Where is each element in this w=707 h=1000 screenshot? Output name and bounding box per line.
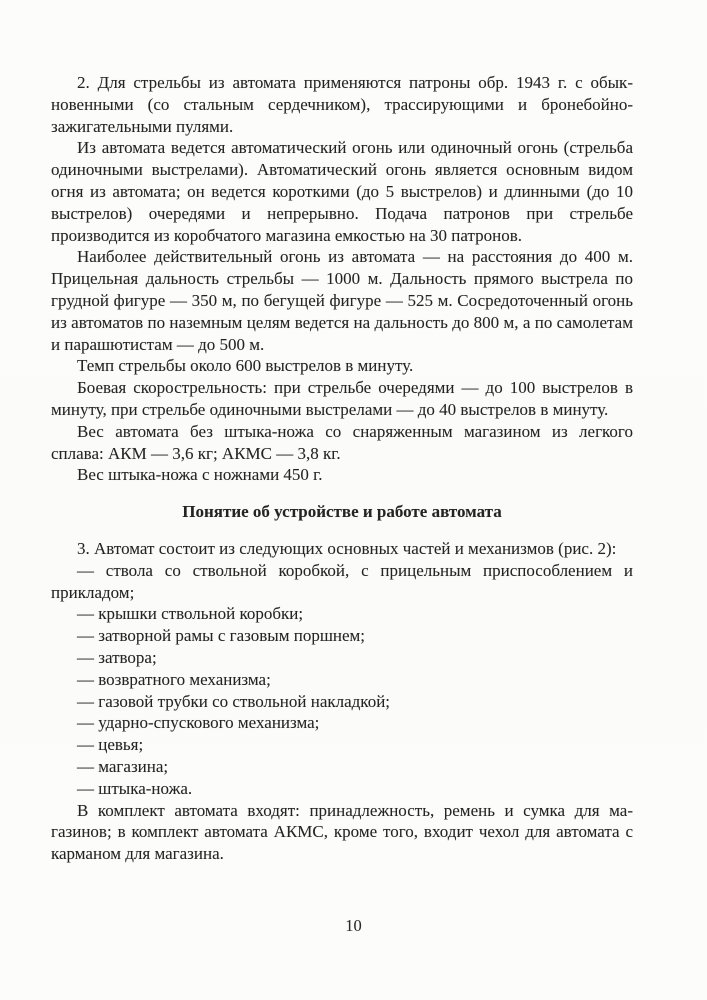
list-item-magazine: — магазина; <box>77 756 169 776</box>
paragraph-components-intro: 3. Автомат состоит из следующих основных частей и механизмов (рис. 2): <box>77 538 617 558</box>
paragraph-fire-modes: Из автомата ведется автоматический огонь или одиночный огонь (стрельба одиночными выстрелами). Автоматический огонь является основным видом огня из автомата; он ведется короткими (до 5 выстрелов) и длинными (до 10 выстрелов) очередями и непрерывно. Подача патронов при стрельбе производится из коробчатого магазина емкостью на 30 патронов. <box>51 138 633 245</box>
list-item-barrel: — ствола со ствольной коробкой, с прицельным приспособлением и прикладом; <box>51 560 633 602</box>
section-heading: Понятие об устройстве и работе автомата <box>182 502 502 522</box>
paragraph-kit: В комплект автомата входят: принадлежность, ремень и сумка для магазинов; в комплект автомата АКМС, кроме того, входит чехол для автомата с карманом для магазина. <box>51 800 633 864</box>
paragraph-combat-rate: Боевая скорострельность: при стрельбе очередями — до 100 выстрелов в минуту, при стрельбе одиночными выстрелами — до 40 выстрелов в минуту. <box>51 378 633 419</box>
list-item-recoil-mechanism: — возвратного механизма; <box>77 669 271 689</box>
list-item-trigger-mechanism: — ударно-спускового механизма; <box>77 713 320 733</box>
paragraph-effective-fire: Наиболее действительный огонь из автомата — на расстояния до 400 м. Прицельная дальность стрельбы — 1000 м. Дальность прямого выстрела по грудной фигуре — 350 м, по бегущей фигуре — 525 м. Сосредоточенный огонь из автоматов по наземным целям ведется на дальность до 800 м, а по самолетам и парашютистам — до 500 м. <box>51 247 633 354</box>
list-item-gas-tube: — газовой трубки со ствольной накладкой; <box>77 691 391 711</box>
list-item-receiver-cover: — крышки ствольной коробки; <box>77 604 304 624</box>
page-number: 10 <box>345 916 362 935</box>
body-text <box>51 72 633 865</box>
list-item-handguard: — цевья; <box>77 735 144 755</box>
paragraph-weight: Вес автомата без штыка-ножа со снаряженным магазином из легкого сплава: АКМ — 3,6 кг; АКМС — 3,8 кг. <box>51 421 633 463</box>
paragraph-bayonet-weight: Вес штыка-ножа с ножнами 450 г. <box>77 465 323 485</box>
paragraph-cartridges: 2. Для стрельбы из автомата применяются патроны обр. 1943 г. с обыкновенными (со стальным сердечником), трассирующими и бронебойно-зажигательными пулями. <box>51 73 633 136</box>
list-item-bayonet: — штыка-ножа. <box>77 778 193 798</box>
list-item-bolt: — затвора; <box>77 647 157 667</box>
paragraph-rate-of-fire: Темп стрельбы около 600 выстрелов в минуту. <box>77 356 414 376</box>
list-item-bolt-carrier: — затворной рамы с газовым поршнем; <box>77 626 366 646</box>
